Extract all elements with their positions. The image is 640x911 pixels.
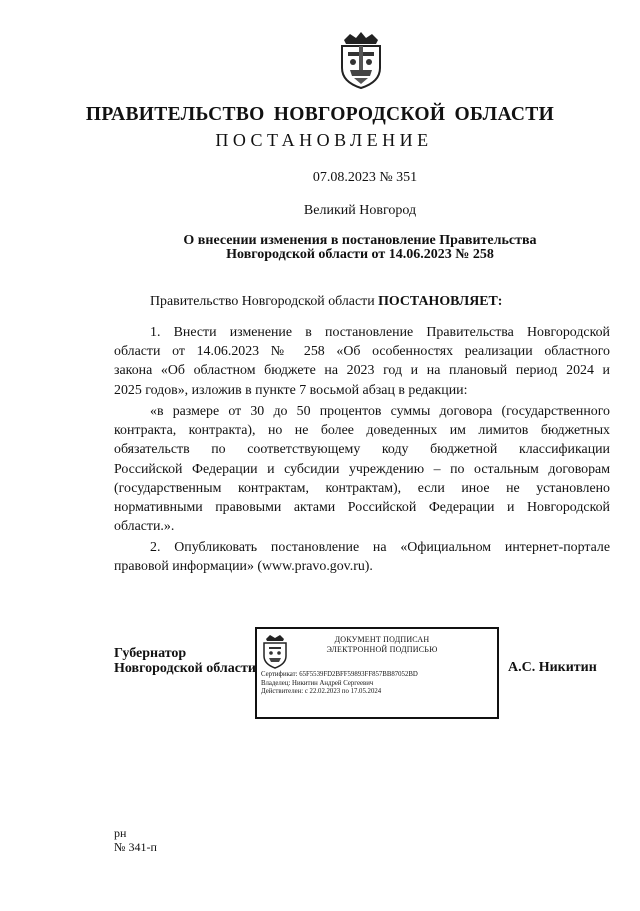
footer-number: № 341-п <box>114 840 157 854</box>
intro-paragraph <box>114 292 610 311</box>
intro-text: Правительство Новгородской области <box>150 294 379 309</box>
position-line-2: Новгородской области <box>114 661 256 676</box>
p2-line: обязательств по соответствующему коду бюджетной классификации <box>114 442 610 458</box>
organization-name: ПРАВИТЕЛЬСТВО НОВГОРОДСКОЙ ОБЛАСТИ <box>85 104 555 125</box>
p3-line: правовой информации» (www.pravo.gov.ru). <box>114 559 373 575</box>
coat-of-arms-icon <box>336 30 386 90</box>
p2-line: Российской Федерации и субсидии учреждению – по остальным договорам <box>114 461 610 477</box>
document-type: ПОСТАНОВЛЕНИЕ <box>215 130 433 150</box>
electronic-signature-stamp <box>255 627 499 719</box>
city: Великий Новгород <box>303 203 417 218</box>
stamp-fields <box>261 671 497 697</box>
stamp-title-line-1: ДОКУМЕНТ ПОДПИСАН <box>334 635 430 644</box>
paragraph-1 <box>114 323 610 400</box>
p3-line: 2. Опубликовать постановление на «Официальном интернет-портале <box>150 540 610 555</box>
p1-line: 1. Внести изменение в постановление Правительства Новгородской <box>150 325 610 340</box>
document-subject <box>0 234 640 262</box>
p2-line: (государственным контрактам, контрактам), если иное не установлено <box>114 480 610 496</box>
paragraph-2 <box>114 402 610 536</box>
date-number: 07.08.2023 № 351 <box>312 170 418 185</box>
p1-line: области от 14.06.2023 № 258 «Об особенностях реализации областного <box>114 344 610 360</box>
stamp-validity: Действителен: с 22.02.2023 по 17.05.2024 <box>261 688 382 695</box>
p1-line: 2025 годов», изложив в пункте 7 восьмой абзац в редакции: <box>114 382 468 398</box>
p2-line: нормативными правовыми актами Российской Федерации и Новгородской <box>114 500 610 516</box>
signatory-position <box>114 646 256 676</box>
paragraph-3 <box>114 538 610 576</box>
stamp-owner: Владелец: Никитин Андрей Сергеевич <box>261 679 374 687</box>
intro-decree-word: ПОСТАНОВЛЯЕТ: <box>378 294 503 309</box>
stamp-title <box>297 635 467 655</box>
p1-line: закона «Об областном бюджете на 2023 год и на плановый период 2024 и <box>114 363 610 379</box>
position-line-1: Губернатор <box>114 646 187 661</box>
subject-line-2: Новгородской области от 14.06.2023 № 258 <box>226 247 494 262</box>
p2-line: области.». <box>114 519 175 535</box>
signatory-name: А.С. Никитин <box>508 660 597 675</box>
stamp-coat-of-arms-icon <box>261 633 289 669</box>
p2-line: контракта, контракта), но не более доведенных им лимитов бюджетных <box>114 423 610 439</box>
footer-initials: рн <box>114 826 127 840</box>
footer-reference <box>114 826 157 854</box>
subject-line-1: О внесении изменения в постановление Правительства <box>183 233 537 248</box>
stamp-title-line-2: ЭЛЕКТРОННОЙ ПОДПИСЬЮ <box>326 645 438 654</box>
stamp-certificate: Сертификат: 65F5539FD2BFF59893FF857BB87052BD <box>261 671 418 678</box>
p2-line: «в размере от 30 до 50 процентов суммы договора (государственного <box>150 404 610 419</box>
